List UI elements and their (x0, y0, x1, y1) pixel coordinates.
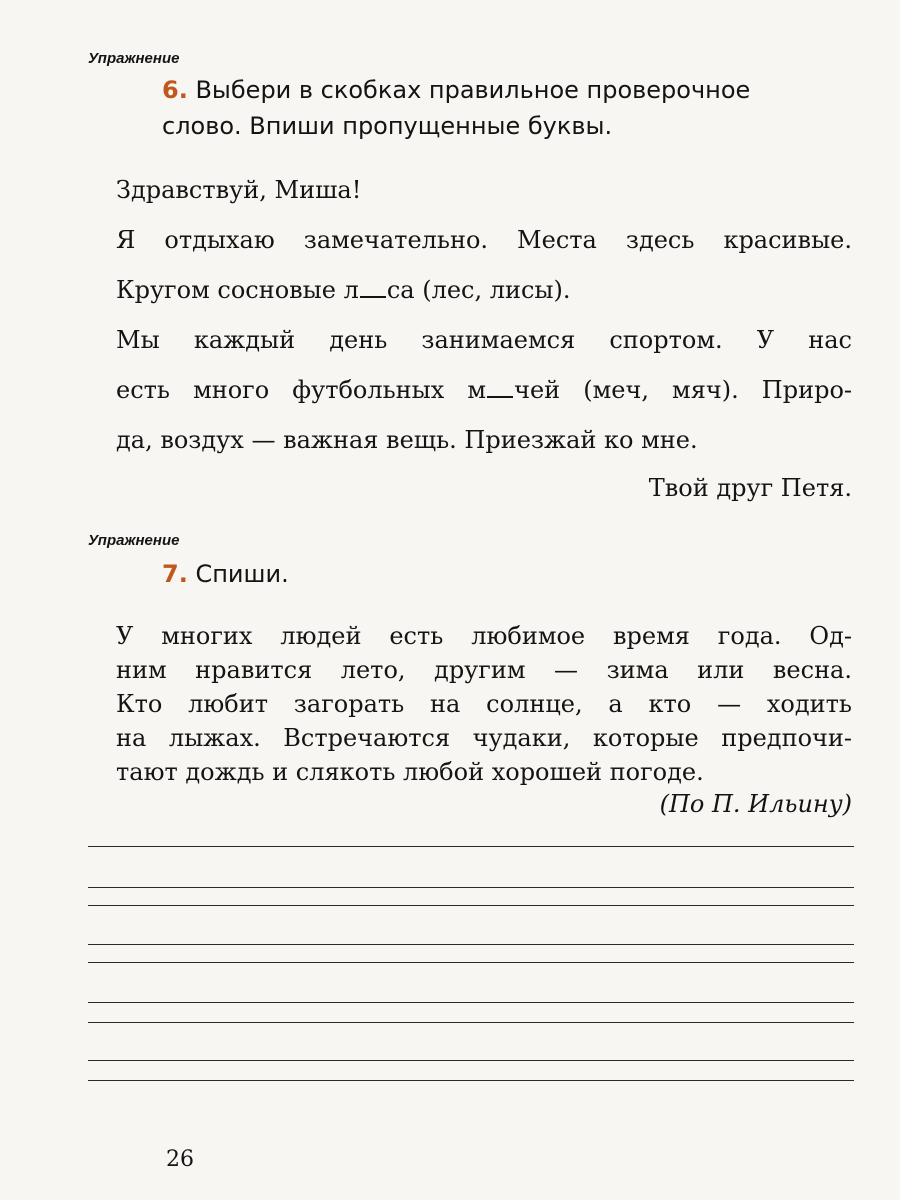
text-fragment: са (лес, лисы). (386, 276, 571, 304)
writing-line[interactable] (88, 1002, 854, 1003)
letter-signature: Твой друг Петя. (648, 474, 852, 502)
letter-paragraph-line: Я отдыхаю замечательно. Места здесь красивые. (116, 226, 852, 254)
copy-text-line: Кто любит загорать на солнце, а кто — ходить (116, 690, 852, 718)
missing-letter-gap[interactable] (360, 282, 386, 298)
text-fragment: Кругом сосновые л (116, 276, 359, 304)
letter-greeting: Здравствуй, Миша! (116, 176, 362, 204)
exercise-7-task (162, 556, 289, 592)
missing-letter-gap[interactable] (487, 382, 513, 398)
writing-line[interactable] (88, 1080, 854, 1081)
copy-text-line: ним нравится лето, другим — зима или весна. (116, 656, 852, 684)
letter-paragraph-line: да, воздух — важная вещь. Приезжай ко мне. (116, 426, 698, 454)
text-author: (По П. Ильину) (659, 790, 852, 818)
exercise-number: 7. (162, 560, 188, 588)
writing-line[interactable] (88, 905, 854, 906)
copy-text-line: тают дождь и слякоть любой хорошей погоде. (116, 758, 704, 786)
exercise-number: 6. (162, 76, 188, 104)
copy-text-line: на лыжах. Встречаются чудаки, которые предпочи- (116, 724, 852, 752)
letter-paragraph-line: Мы каждый день занимаемся спортом. У нас (116, 326, 852, 354)
task-text: Спиши. (195, 560, 289, 588)
writing-line[interactable] (88, 1060, 854, 1061)
exercise-label: Упражнение (88, 532, 180, 549)
exercise-6-task (162, 72, 750, 144)
text-fragment: чей (меч, мяч). Приро- (514, 376, 852, 404)
copy-text-line: У многих людей есть любимое время года. Од- (116, 622, 852, 650)
letter-paragraph-line (116, 272, 852, 308)
task-text-line: слово. Впиши пропущенные буквы. (162, 112, 613, 140)
writing-line[interactable] (88, 887, 854, 888)
exercise-label: Упражнение (88, 50, 180, 67)
page-number: 26 (166, 1147, 194, 1172)
task-text-line: Выбери в скобках правильное проверочное (195, 76, 751, 104)
writing-line[interactable] (88, 944, 854, 945)
writing-line[interactable] (88, 846, 854, 847)
text-fragment: есть много футбольных м (116, 376, 487, 404)
letter-paragraph-line (116, 372, 852, 408)
writing-line[interactable] (88, 962, 854, 963)
writing-line[interactable] (88, 1022, 854, 1023)
